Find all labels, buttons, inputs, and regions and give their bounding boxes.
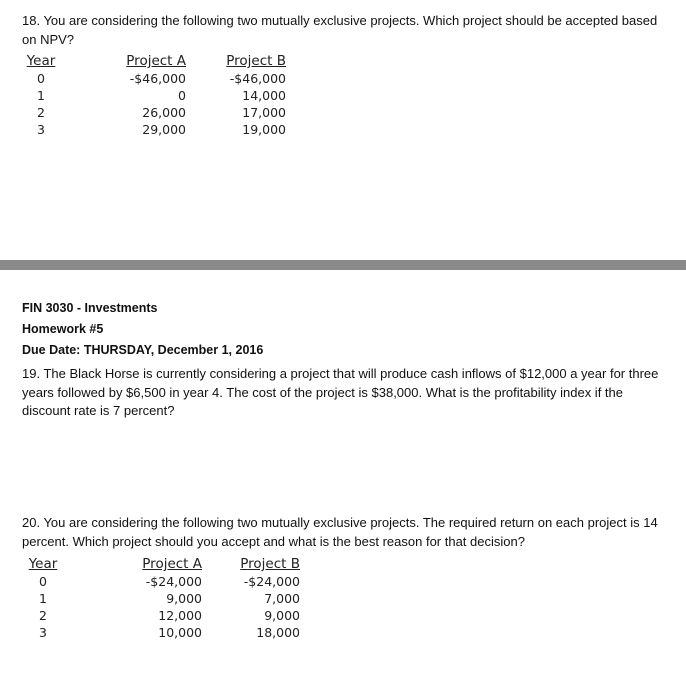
- question-20-text: 20. You are considering the following two mutually exclusive projects. The required return on each project is 14 percent. Which project should you accept and what is the best reason for that decision?: [22, 515, 658, 549]
- question-19-text: 19. The Black Horse is currently considering a project that will produce cash inflows of $12,000 a year for three years followed by $6,500 in year 4. The cost of the project is $38,000. What is the profitability index if the discount rate is 7 percent?: [22, 366, 659, 418]
- page-divider: [0, 260, 686, 270]
- year-column: [26, 556, 60, 641]
- year-cell: 1: [39, 591, 47, 606]
- year-cell: 2: [37, 105, 45, 120]
- project-b-cell: 19,000: [242, 122, 286, 137]
- year-cell: 3: [39, 625, 47, 640]
- project-b-cell: 17,000: [242, 105, 286, 120]
- course-title: FIN 3030 - Investments: [22, 301, 158, 315]
- due-date: Due Date: THURSDAY, December 1, 2016: [22, 343, 264, 357]
- year-cell: 0: [39, 574, 47, 589]
- project-a-cell: -$24,000: [145, 574, 202, 589]
- project-a-cell: 26,000: [142, 105, 186, 120]
- year-header: Year: [26, 53, 56, 69]
- project-b-cell: 18,000: [256, 625, 300, 640]
- project-a-cell: 0: [178, 88, 186, 103]
- year-header: Year: [28, 556, 58, 572]
- project-a-cell: -$46,000: [129, 71, 186, 86]
- project-b-cell: -$46,000: [229, 71, 286, 86]
- project-a-column: [108, 53, 186, 138]
- year-cell: 3: [37, 122, 45, 137]
- question-18-text: 18. You are considering the following two mutually exclusive projects. Which project should be accepted based on NPV?: [22, 13, 658, 47]
- project-b-header: Project B: [226, 53, 286, 69]
- project-b-cell: 7,000: [264, 591, 300, 606]
- year-column: [24, 53, 58, 138]
- project-b-cell: 14,000: [242, 88, 286, 103]
- year-cell: 0: [37, 71, 45, 86]
- project-a-cell: 10,000: [158, 625, 202, 640]
- year-cell: 2: [39, 608, 47, 623]
- project-a-header: Project A: [126, 53, 186, 69]
- year-cell: 1: [37, 88, 45, 103]
- homework-title: Homework #5: [22, 322, 104, 336]
- project-b-column: [206, 53, 286, 138]
- project-a-column: [122, 556, 202, 641]
- project-b-cell: -$24,000: [243, 574, 300, 589]
- homework-header: [22, 298, 263, 361]
- project-a-cell: 9,000: [166, 591, 202, 606]
- project-a-header: Project A: [142, 556, 202, 572]
- project-b-cell: 9,000: [264, 608, 300, 623]
- project-a-cell: 12,000: [158, 608, 202, 623]
- project-b-header: Project B: [240, 556, 300, 572]
- project-b-column: [220, 556, 300, 641]
- project-a-cell: 29,000: [142, 122, 186, 137]
